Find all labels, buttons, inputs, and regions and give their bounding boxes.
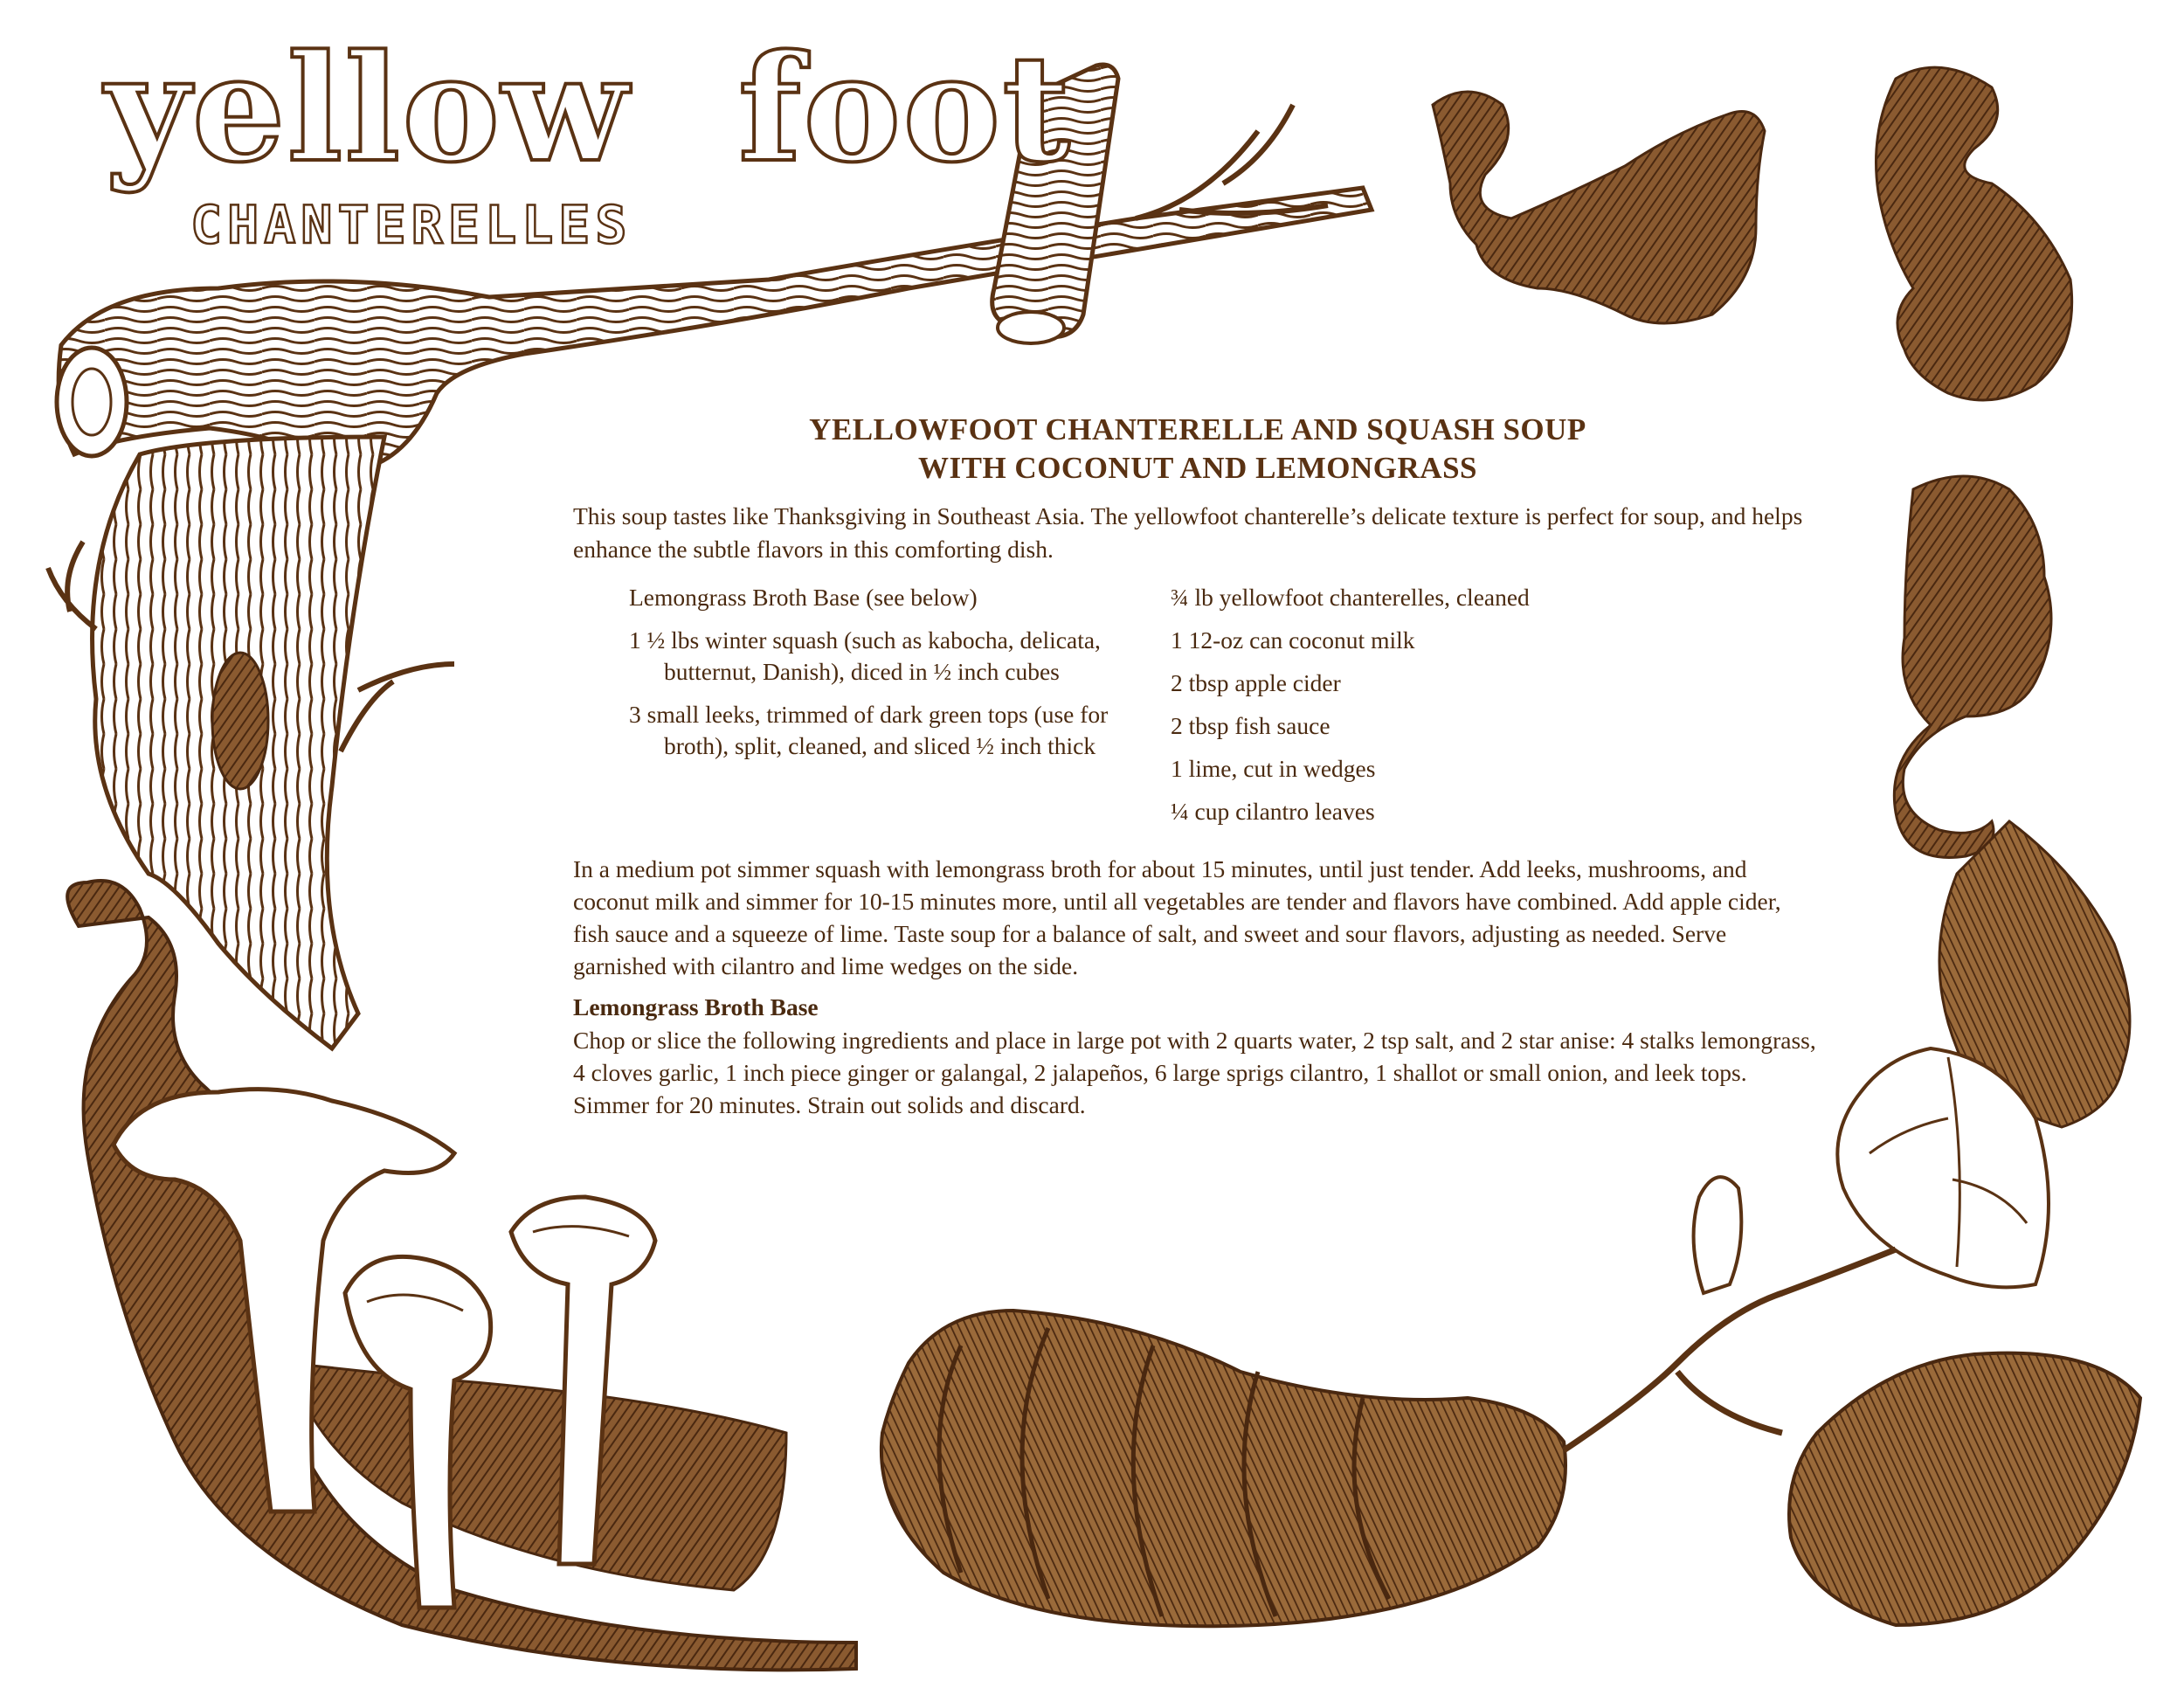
brand-title-foot: foot bbox=[738, 22, 1072, 195]
ingredient-item: 1 ½ lbs winter squash (such as kabocha, delicata, butternut, Danish), diced in ½ inch cubes bbox=[629, 626, 1101, 685]
ingredient-item: Lemongrass Broth Base (see below) bbox=[629, 584, 978, 611]
brand-title-yellow: yellow bbox=[105, 22, 630, 195]
squash-illustration bbox=[881, 1311, 1565, 1626]
ingredient-item: ¼ cup cilantro leaves bbox=[1171, 798, 1375, 825]
ingredients-list bbox=[573, 582, 1822, 839]
recipe-method: In a medium pot simmer squash with lemongrass broth for about 15 minutes, until just tender. Add leeks, mushrooms, and coconut milk and simmer for 10-15 minutes more, until all vegetables are tender and flavors have combined. Add apple cider, fish sauce and a squeeze of lime. Taste soup for a balance of salt, and sweet and sour flavors, adjusting as needed. Serve garnished with cilantro and lime wedges on the side. bbox=[573, 855, 1781, 979]
recipe-title bbox=[573, 411, 1822, 488]
ingredient-item: ¾ lb yellowfoot chanterelles, cleaned bbox=[1171, 584, 1530, 611]
recipe-title-line-1: YELLOWFOOT CHANTERELLE AND SQUASH SOUP bbox=[809, 412, 1586, 446]
recipe-intro: This soup tastes like Thanksgiving in Southeast Asia. The yellowfoot chanterelle’s delicate texture is perfect for soup, and helps enhance the subtle flavors in this comforting dish. bbox=[573, 502, 1803, 563]
ingredients-column-left bbox=[629, 582, 1127, 839]
tree-trunk-illustration bbox=[48, 437, 454, 1048]
brand-subtitle: CHANTERELLES bbox=[190, 195, 632, 256]
ingredient-item: 1 lime, cut in wedges bbox=[1171, 755, 1376, 782]
broth-instructions: Chop or slice the following ingredients and place in large pot with 2 quarts water, 2 tsp salt, and 2 star anise: 4 stalks lemongrass, 4 cloves garlic, 1 inch piece ginger or galangal, 2 jalapeños, 6 large sprigs cilantro, 1 shallot or small onion, and leek tops. Simmer for 20 minutes. Strain out solids and discard. bbox=[573, 1027, 1816, 1118]
recipe-body bbox=[573, 411, 1822, 1121]
ingredient-item: 2 tbsp fish sauce bbox=[1171, 712, 1330, 739]
ingredient-item: 1 12-oz can coconut milk bbox=[1171, 626, 1415, 654]
ingredients-column-right bbox=[1171, 582, 1660, 839]
ingredient-item: 2 tbsp apple cider bbox=[1171, 669, 1341, 696]
recipe-title-line-2: WITH COCONUT AND LEMONGRASS bbox=[917, 451, 1478, 485]
broth-heading: Lemongrass Broth Base bbox=[573, 993, 819, 1020]
ingredient-item: 3 small leeks, trimmed of dark green tops (use for broth), split, cleaned, and sliced ½ inch thick bbox=[629, 701, 1109, 759]
